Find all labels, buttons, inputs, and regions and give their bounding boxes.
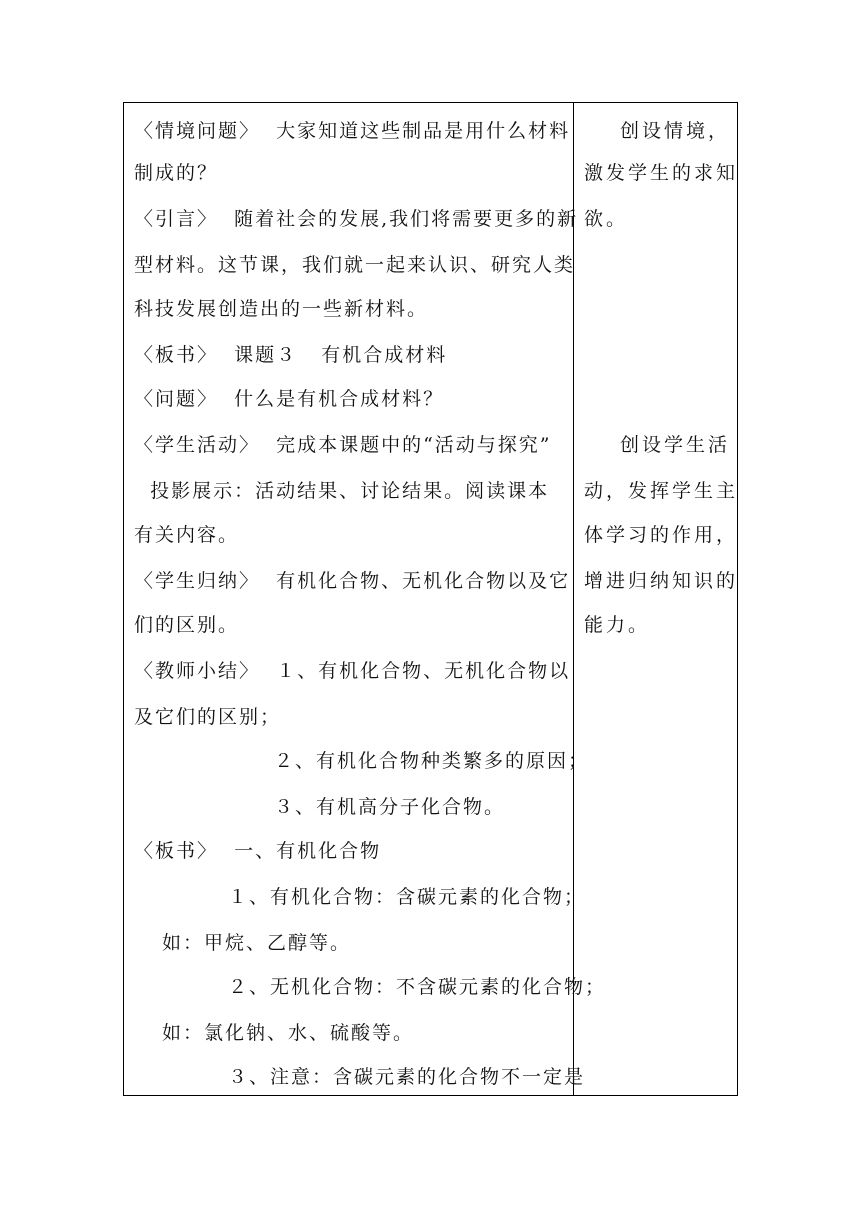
content-line: 〈情境问题〉 大家知道这些制品是用什么材料: [134, 120, 571, 142]
content-line: 如：氯化钠、水、硫酸等。: [162, 1022, 415, 1044]
content-line: 投影展示：活动结果、讨论结果。阅读课本: [134, 480, 550, 502]
column-divider: [573, 103, 574, 1095]
lesson-table: [123, 102, 738, 1096]
note-line: 欲。: [584, 208, 629, 230]
content-line: 〈板书〉 课题３ 有机合成材料: [134, 344, 448, 366]
content-line: 有关内容。: [134, 524, 240, 546]
note-line: 创设学生活: [620, 434, 731, 456]
content-line: 科技发展创造出的一些新材料。: [134, 298, 429, 320]
note-line: 动，发挥学生主: [584, 480, 739, 502]
note-line: 创设情境，: [620, 120, 731, 142]
note-line: 体学习的作用，: [584, 524, 739, 546]
content-line: 〈学生活动〉 完成本课题中的“活动与探究”: [134, 434, 552, 456]
content-line: 〈学生归纳〉 有机化合物、无机化合物以及它: [134, 570, 571, 592]
note-line: 增进归纳知识的: [584, 570, 739, 592]
content-line: 〈引言〉 随着社会的发展,我们将需要更多的新: [134, 208, 579, 230]
content-line: 〈板书〉 一、有机化合物: [134, 840, 382, 862]
content-line: 型材料。这节课，我们就一起来认识、研究人类: [134, 254, 576, 276]
content-line: 制成的？: [134, 162, 219, 184]
content-line: ２、有机化合物种类繁多的原因；: [274, 750, 590, 772]
content-line: 〈教师小结〉 １、有机化合物、无机化合物以: [134, 660, 571, 682]
note-line: 能力。: [584, 614, 651, 636]
content-line: ３、有机高分子化合物。: [274, 796, 506, 818]
content-line: 〈问题〉 什么是有机合成材料？: [134, 388, 445, 410]
content-line: １、有机化合物：含碳元素的化合物；: [228, 886, 586, 908]
content-line: 及它们的区别；: [134, 706, 282, 728]
note-line: 激发学生的求知: [584, 162, 739, 184]
content-line: 如：甲烷、乙醇等。: [162, 932, 352, 954]
content-line: ２、无机化合物：不含碳元素的化合物；: [228, 976, 607, 998]
content-line: ３、注意：含碳元素的化合物不一定是: [228, 1066, 586, 1088]
content-line: 们的区别。: [134, 614, 240, 636]
